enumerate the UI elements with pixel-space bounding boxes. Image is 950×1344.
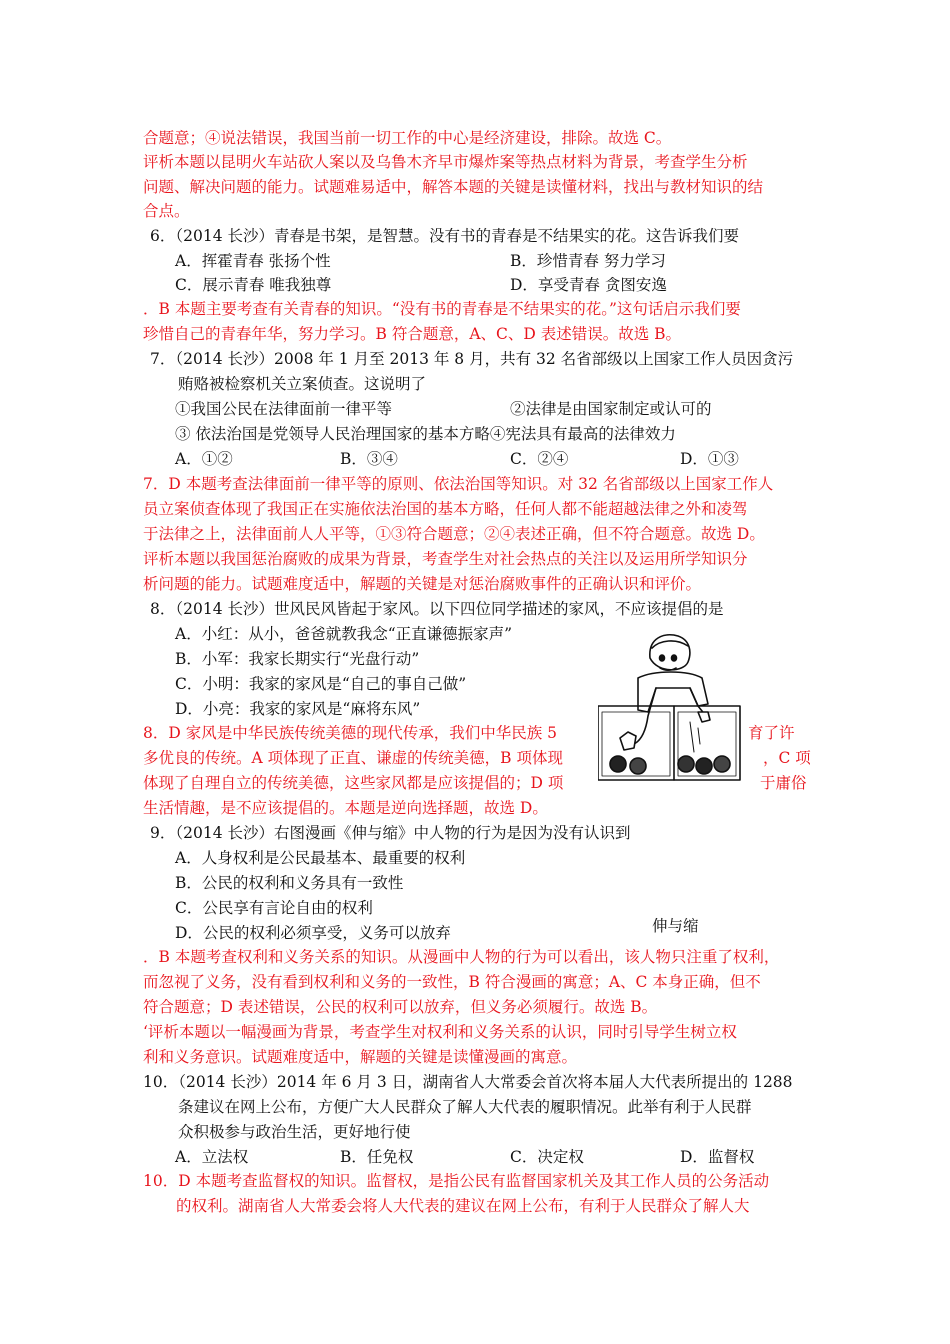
answer-10: 的权利。湖南省人大常委会将人大代表的建议在网上公布，有利于人民群众了解人大 [176,1197,750,1215]
analysis-line: 合题意；④说法错误，我国当前一切工作的中心是经济建设，排除。故选 C。 [143,129,672,147]
answer-8: 育了许 [748,724,795,742]
option-8a: A．小红：从小，爸爸就教我念“正直谦德振家声” [175,625,513,643]
question-10: 条建议在网上公布，方便广大人民群众了解人大代表的履职情况。此举有利于人民群 [178,1098,752,1116]
answer-6: ．B 本题主要考查有关青春的知识。“没有书的青春是不结果实的花。”这句话启示我们要 [143,300,741,318]
option-7d: D．①③ [680,450,739,468]
answer-9: 符合题意；D 表述错误，公民的权利可以放弃，但义务必须履行。故选 B。 [143,998,658,1016]
answer-9: ．B 本题考查权利和义务关系的知识。从漫画中人物的行为可以看出，该人物只注重了权利， [143,948,780,966]
option-6d: D．享受青春 贪图安逸 [510,276,667,294]
option-10a: A．立法权 [175,1148,249,1166]
cartoon-caption: 伸与缩 [652,917,699,935]
question-6: 6．（2014 长沙）青春是书架，是智慧。没有书的青春是不结果实的花。这告诉我们要 [150,227,739,245]
answer-8: 体现了自理自立的传统美德，这些家风都是应该提倡的；D 项 [143,774,564,792]
answer-8: 8．D 家风是中华民族传统美德的现代传承，我们中华民族 5 [143,724,558,742]
statement-7-1: ①我国公民在法律面前一律平等 [175,400,393,418]
question-9: 9．（2014 长沙）右图漫画《伸与缩》中人物的行为是因为没有认识到 [150,824,631,842]
question-7: 7．（2014 长沙）2008 年 1 月至 2013 年 8 月，共有 32 名省部级以上国家工作人员因贪污 [150,350,794,368]
option-6b: B．珍惜青春 努力学习 [510,252,666,270]
answer-8: 多优良的传统。A 项体现了正直、谦虚的传统美德，B 项体现 [143,749,563,767]
answer-10: 10．D 本题考查监督权的知识。监督权，是指公民有监督国家机关及其工作人员的公务活动 [143,1172,770,1190]
option-6a: A．挥霍青春 张扬个性 [175,252,331,270]
answer-8: 于庸俗 [760,774,807,792]
option-6c: C．展示青春 唯我独尊 [175,276,332,294]
answer-7: 7．D 本题考查法律面前一律平等的原则、依法治国等知识。对 32 名省部级以上国家工作人 [143,475,774,493]
answer-8: 生活情趣，是不应该提倡的。本题是逆向选择题，故选 D。 [143,799,548,817]
option-10c: C．决定权 [510,1148,584,1166]
answer-7: 员立案侦查体现了我国正在实施依法治国的基本方略，任何人都不能超越法律之外和凌驾 [143,500,748,518]
analysis-9: ‘评析本题以一幅漫画为背景，考查学生对权利和义务关系的认识，同时引导学生树立权 [143,1023,737,1041]
option-9d: D．公民的权利必须享受，义务可以放弃 [175,924,451,942]
question-7: 贿赂被检察机关立案侦查。这说明了 [178,375,427,393]
option-10b: B．任免权 [340,1148,414,1166]
answer-7: 析问题的能力。试题难度适中，解题的关键是对惩治腐败事件的正确认识和评价。 [143,575,702,593]
answer-6: 珍惜自己的青春年华，努力学习。B 符合题意，A、C、D 表述错误。故选 B。 [143,325,682,343]
question-8: 8．（2014 长沙）世风民风皆起于家风。以下四位同学描述的家风，不应该提倡的是 [150,600,724,618]
answer-9: 而忽视了义务，没有看到权利和义务的一致性，B 符合漫画的寓意；A、C 本身正确，但不 [143,973,761,991]
option-8d: D．小亮：我家的家风是“麻将东风” [175,700,421,718]
option-7c: C．②④ [510,450,569,468]
option-9c: C．公民享有言论自由的权利 [175,899,373,917]
option-9a: A．人身权利是公民最基本、最重要的权利 [175,849,466,867]
analysis-line: 评析本题以昆明火车站砍人案以及乌鲁木齐早市爆炸案等热点材料为背景，考查学生分析 [143,153,748,171]
answer-8: ，C 项 [763,749,811,767]
option-10d: D．监督权 [680,1148,755,1166]
analysis-line: 合点。 [143,202,190,220]
statement-7-2: ②法律是由国家制定或认可的 [510,400,712,418]
cartoon-illustration [598,632,746,784]
question-10: 众积极参与政治生活，更好地行使 [178,1123,411,1141]
option-8b: B．小军：我家长期实行“光盘行动” [175,650,420,668]
option-7b: B．③④ [340,450,398,468]
statement-7-3: ③ 依法治国是党领导人民治理国家的基本方略④宪法具有最高的法律效力 [175,425,676,443]
answer-7: 于法律之上，法律面前人人平等，①③符合题意；②④表述正确，但不符合题意。故选 D。 [143,525,765,543]
analysis-line: 问题、解决问题的能力。试题难易适中，解答本题的关键是读懂材料，找出与教材知识的结 [143,178,764,196]
option-8c: C．小明：我家的家风是“自己的事自己做” [175,675,467,693]
question-10: 10．（2014 长沙）2014 年 6 月 3 日，湖南省人大常委会首次将本届人大代表所提出的 1288 [143,1073,793,1091]
option-7a: A．①② [175,450,233,468]
analysis-9: 利和义务意识。试题难度适中，解题的关键是读懂漫画的寓意。 [143,1048,578,1066]
answer-7: 评析本题以我国惩治腐败的成果为背景，考查学生对社会热点的关注以及运用所学知识分 [143,550,748,568]
option-9b: B．公民的权利和义务具有一致性 [175,874,404,892]
